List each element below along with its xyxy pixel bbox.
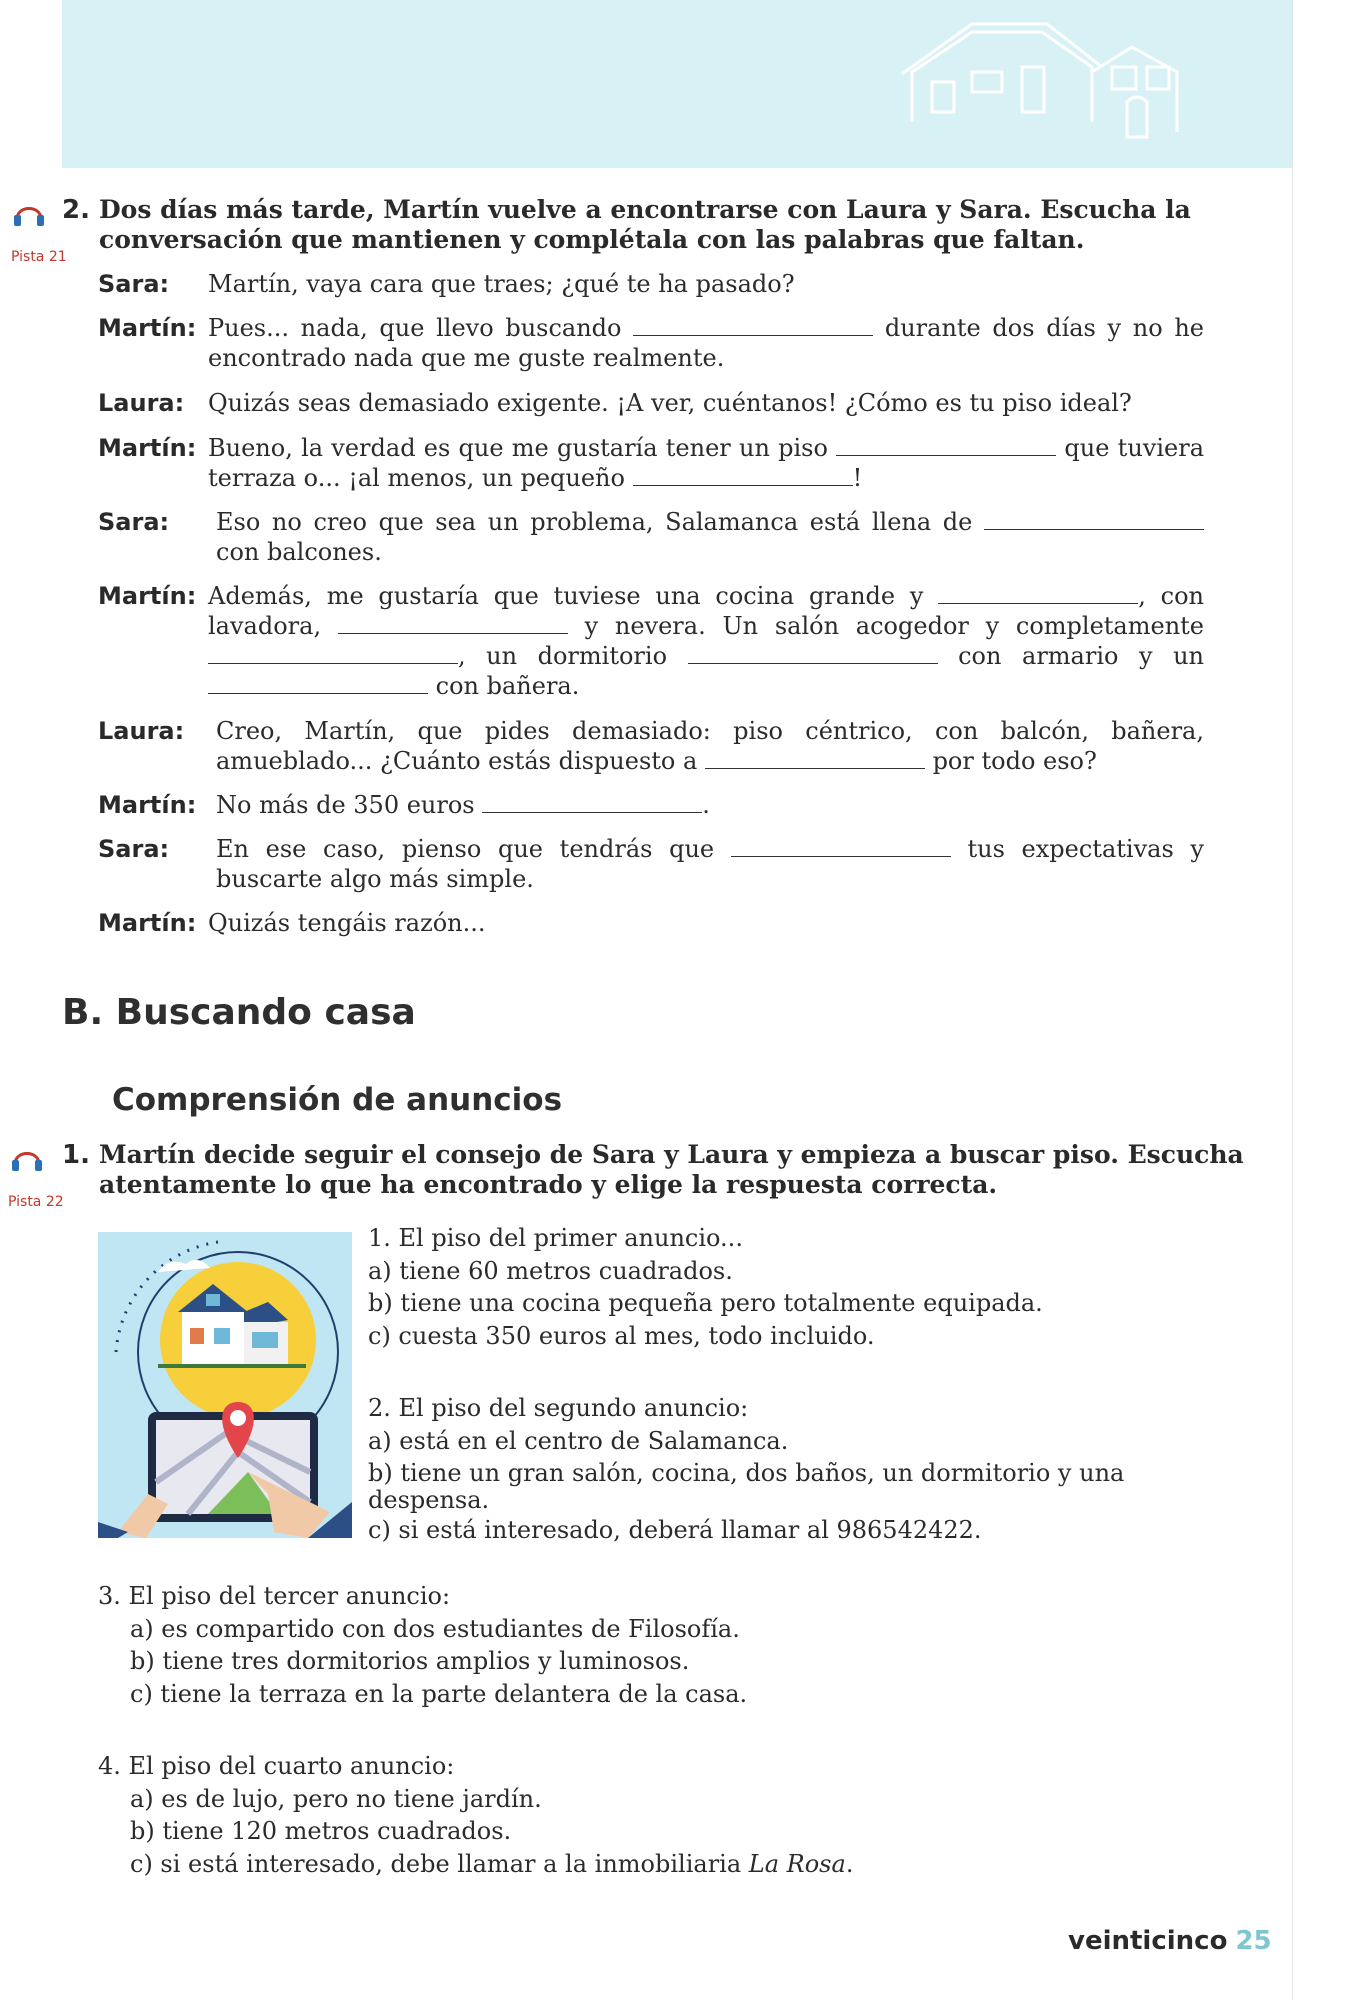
question-block: [368, 1222, 1168, 1352]
dialogue-line: [98, 834, 1204, 896]
headphones-audio-icon[interactable]: [12, 197, 46, 227]
speaker-label: Laura:: [98, 717, 185, 745]
page-number-word: veinticinco: [1068, 1926, 1228, 1956]
exercise-number: 2.: [62, 195, 90, 225]
answer-option[interactable]: c) tiene la terraza en la parte delantera de la casa.: [130, 1679, 748, 1708]
speaker-label: Martín:: [98, 582, 197, 610]
dialogue-text: Quizás seas demasiado exigente. ¡A ver, cuéntanos! ¿Cómo es tu piso ideal?: [208, 389, 1132, 417]
question-block: [98, 1580, 998, 1710]
pista-label: Pista 21: [11, 249, 67, 265]
dialogue-text: Eso no creo que sea un problema, Salamanca está llena de con balcones.: [216, 507, 1204, 567]
question-text: 3. El piso del tercer anuncio:: [98, 1582, 451, 1610]
exercise-instruction: Martín decide seguir el consejo de Sara y Laura y empieza a buscar piso. Escucha atentamente lo que ha encontrado y elige la respuesta correcta.: [99, 1140, 1244, 1199]
headphones-audio-icon[interactable]: [10, 1142, 44, 1172]
answer-option[interactable]: c) si está interesado, debe llamar a la inmobiliaria La Rosa.: [130, 1849, 854, 1878]
section-subtitle: Comprensión de anuncios: [112, 1082, 563, 1118]
speaker-label: Sara:: [98, 270, 170, 298]
dialogue-text: Además, me gustaría que tuviese una cocina grande y , con lavadora, y nevera. Un salón acogedor y completamente , un dormitorio con armario y un con bañera.: [208, 582, 1205, 700]
house-map-illustration: [98, 1232, 352, 1538]
house-decoration-icon: [892, 12, 1182, 162]
speaker-label: Martín:: [98, 314, 197, 342]
answer-option[interactable]: b) tiene 120 metros cuadrados.: [130, 1817, 512, 1845]
speaker-label: Sara:: [98, 835, 170, 863]
blank-field[interactable]: [208, 643, 458, 664]
question-block: [368, 1392, 1168, 1547]
dialogue-line: [98, 313, 1204, 375]
header-band: [62, 0, 1292, 168]
dialogue-text: En ese caso, pienso que tendrás que tus expectativas y buscarte algo más simple.: [216, 835, 1204, 893]
dialogue-text: Quizás tengáis razón...: [208, 909, 486, 937]
blank-field[interactable]: [633, 315, 873, 336]
speaker-label: Martín:: [98, 909, 197, 937]
answer-option[interactable]: b) tiene tres dormitorios amplios y luminosos.: [130, 1647, 690, 1675]
dialogue-line: [98, 269, 1204, 301]
answer-option[interactable]: a) es compartido con dos estudiantes de Filosofía.: [130, 1614, 740, 1643]
blank-field[interactable]: [633, 465, 853, 486]
answer-option[interactable]: b) tiene una cocina pequeña pero totalmente equipada.: [368, 1289, 1043, 1317]
dialogue-text: Martín, vaya cara que traes; ¿qué te ha pasado?: [208, 270, 795, 298]
speaker-label: Martín:: [98, 434, 197, 462]
blank-field[interactable]: [482, 792, 702, 813]
blank-field[interactable]: [984, 509, 1204, 530]
dialogue-text: No más de 350 euros .: [216, 791, 710, 819]
speaker-label: Martín:: [98, 791, 197, 819]
dialogue-line: [98, 507, 1204, 569]
section-title: B. Buscando casa: [62, 992, 416, 1033]
blank-field[interactable]: [338, 613, 568, 634]
answer-option[interactable]: c) si está interesado, deberá llamar al 986542422.: [368, 1516, 982, 1544]
answer-option[interactable]: a) está en el centro de Salamanca.: [368, 1426, 789, 1455]
dialogue-text: Bueno, la verdad es que me gustaría tener un piso que tuviera terraza o... ¡al menos, un pequeño !: [208, 434, 1204, 492]
answer-option[interactable]: a) tiene 60 metros cuadrados.: [368, 1256, 733, 1285]
question-text: 4. El piso del cuarto anuncio:: [98, 1752, 455, 1780]
blank-field[interactable]: [208, 673, 428, 694]
blank-field[interactable]: [836, 435, 1056, 456]
dialogue-line: [98, 716, 1204, 778]
dialogue-line: [98, 433, 1204, 495]
dialogue-text: Pues... nada, que llevo buscando durante dos días y no he encontrado nada que me guste realmente.: [208, 314, 1204, 372]
blank-field[interactable]: [688, 643, 938, 664]
pista-label: Pista 22: [8, 1194, 64, 1210]
dialogue-text: Creo, Martín, que pides demasiado: piso céntrico, con balcón, bañera, amueblado... ¿Cuánto estás dispuesto a por todo eso?: [216, 717, 1204, 775]
page-footer: [1068, 1926, 1272, 1956]
blank-field[interactable]: [731, 836, 951, 857]
dialogue-line: [98, 908, 1204, 940]
exercise-number: 1.: [62, 1140, 90, 1170]
question-text: 2. El piso del segundo anuncio:: [368, 1394, 749, 1422]
answer-option[interactable]: a) es de lujo, pero no tiene jardín.: [130, 1784, 542, 1813]
question-block: [98, 1750, 998, 1880]
margin-rule: [1292, 0, 1293, 2000]
blank-field[interactable]: [705, 748, 925, 769]
dialogue-line: [98, 790, 1204, 822]
answer-option[interactable]: b) tiene un gran salón, cocina, dos baños, un dormitorio y una despensa.: [368, 1459, 1125, 1514]
blank-field[interactable]: [938, 583, 1138, 604]
question-text: 1. El piso del primer anuncio...: [368, 1224, 743, 1252]
exercise-instruction: Dos días más tarde, Martín vuelve a encontrarse con Laura y Sara. Escucha la conversación que mantienen y complétala con las palabras que faltan.: [99, 195, 1191, 254]
answer-option[interactable]: c) cuesta 350 euros al mes, todo incluido.: [368, 1321, 875, 1350]
speaker-label: Sara:: [98, 508, 170, 536]
speaker-label: Laura:: [98, 389, 185, 417]
page-number: 25: [1235, 1926, 1272, 1956]
dialogue-line: [98, 581, 1204, 705]
dialogue-line: [98, 388, 1204, 420]
